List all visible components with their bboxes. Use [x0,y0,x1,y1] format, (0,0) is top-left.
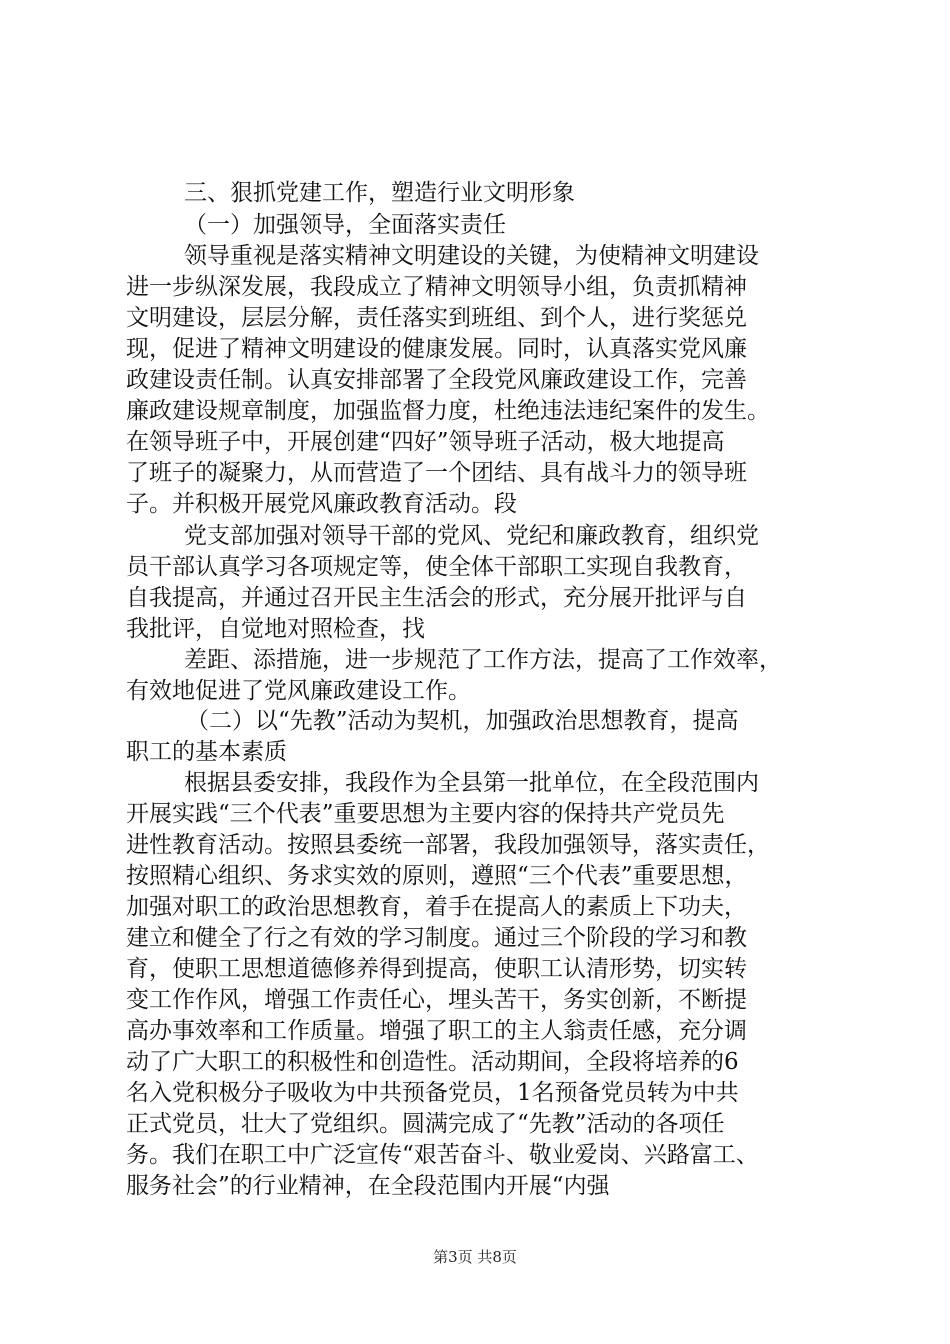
text-line: 高办事效率和工作质量。增强了职工的主人翁责任感，充分调 [126,1018,747,1044]
text-line: 我批评，自觉地对照检查，找 [126,616,425,642]
text-line: 廉政建设规章制度，加强监督力度，杜绝违法违纪案件的发生。 [126,398,770,424]
text-line: 领导重视是落实精神文明建设的关键，为使精神文明建设 [184,243,759,269]
text-line: 进性教育活动。按照县委统一部署，我段加强领导，落实责任， [126,832,770,858]
text-line: 差距、添措施，进一步规范了工作方法，提高了工作效率， [184,647,782,673]
text-line: 三、狠抓党建工作，塑造行业文明形象 [184,180,575,206]
text-line: 根据县委安排，我段作为全县第一批单位，在全段范围内 [184,770,759,796]
text-line: 有效地促进了党风廉政建设工作。 [126,678,471,704]
text-line: 党支部加强对领导干部的党风、党纪和廉政教育，组织党 [184,523,759,549]
text-line: 在领导班子中，开展创建“四好”领导班子活动，极大地提高 [126,429,725,455]
text-line: 动了广大职工的积极性和创造性。活动期间，全段将培养的6 [126,1049,739,1075]
text-line: 务。我们在职工中广泛宣传“艰苦奋斗、敬业爱岗、兴路富工、 [126,1142,759,1168]
text-line: 员干部认真学习各项规定等，使全体干部职工实现自我教育， [126,554,747,580]
text-line: 按照精心组织、务求实效的原则，遵照“三个代表”重要思想， [126,863,748,889]
text-line: 名入党积极分子吸收为中共预备党员，1名预备党员转为中共 [126,1080,739,1106]
text-line: （一）加强领导，全面落实责任 [184,212,506,238]
text-line: 正式党员，壮大了党组织。圆满完成了“先教”活动的各项任 [126,1111,725,1137]
text-line: 变工作作风，增强工作责任心，埋头苦干，务实创新，不断提 [126,987,747,1013]
text-line: 育，使职工思想道德修养得到提高，使职工认清形势，切实转 [126,956,747,982]
text-line: 服务社会”的行业精神，在全段范围内开展“内强 [126,1173,610,1199]
text-line: 加强对职工的政治思想教育，着手在提高人的素质上下功夫， [126,894,747,920]
text-line: 自我提高，并通过召开民主生活会的形式，充分展开批评与自 [126,585,747,611]
text-line: 了班子的凝聚力，从而营造了一个团结、具有战斗力的领导班 [126,460,747,486]
text-line: 子。并积极开展党风廉政教育活动。段 [126,491,517,517]
text-line: 开展实践“三个代表”重要思想为主要内容的保持共产党员先 [126,801,725,827]
text-line: 进一步纵深发展，我段成立了精神文明领导小组，负责抓精神 [126,274,747,300]
text-line: 建立和健全了行之有效的学习制度。通过三个阶段的学习和教 [126,925,747,951]
text-line: （二）以“先教”活动为契机，加强政治思想教育，提高 [186,708,739,734]
text-line: 职工的基本素质 [126,739,287,765]
text-line: 文明建设，层层分解，责任落实到班组、到个人，进行奖惩兑 [126,305,747,331]
text-line: 现，促进了精神文明建设的健康发展。同时，认真落实党风廉 [126,336,747,362]
text-line: 政建设责任制。认真安排部署了全段党风廉政建设工作，完善 [126,367,747,393]
page-footer: 第3页 共8页 [433,1248,517,1266]
